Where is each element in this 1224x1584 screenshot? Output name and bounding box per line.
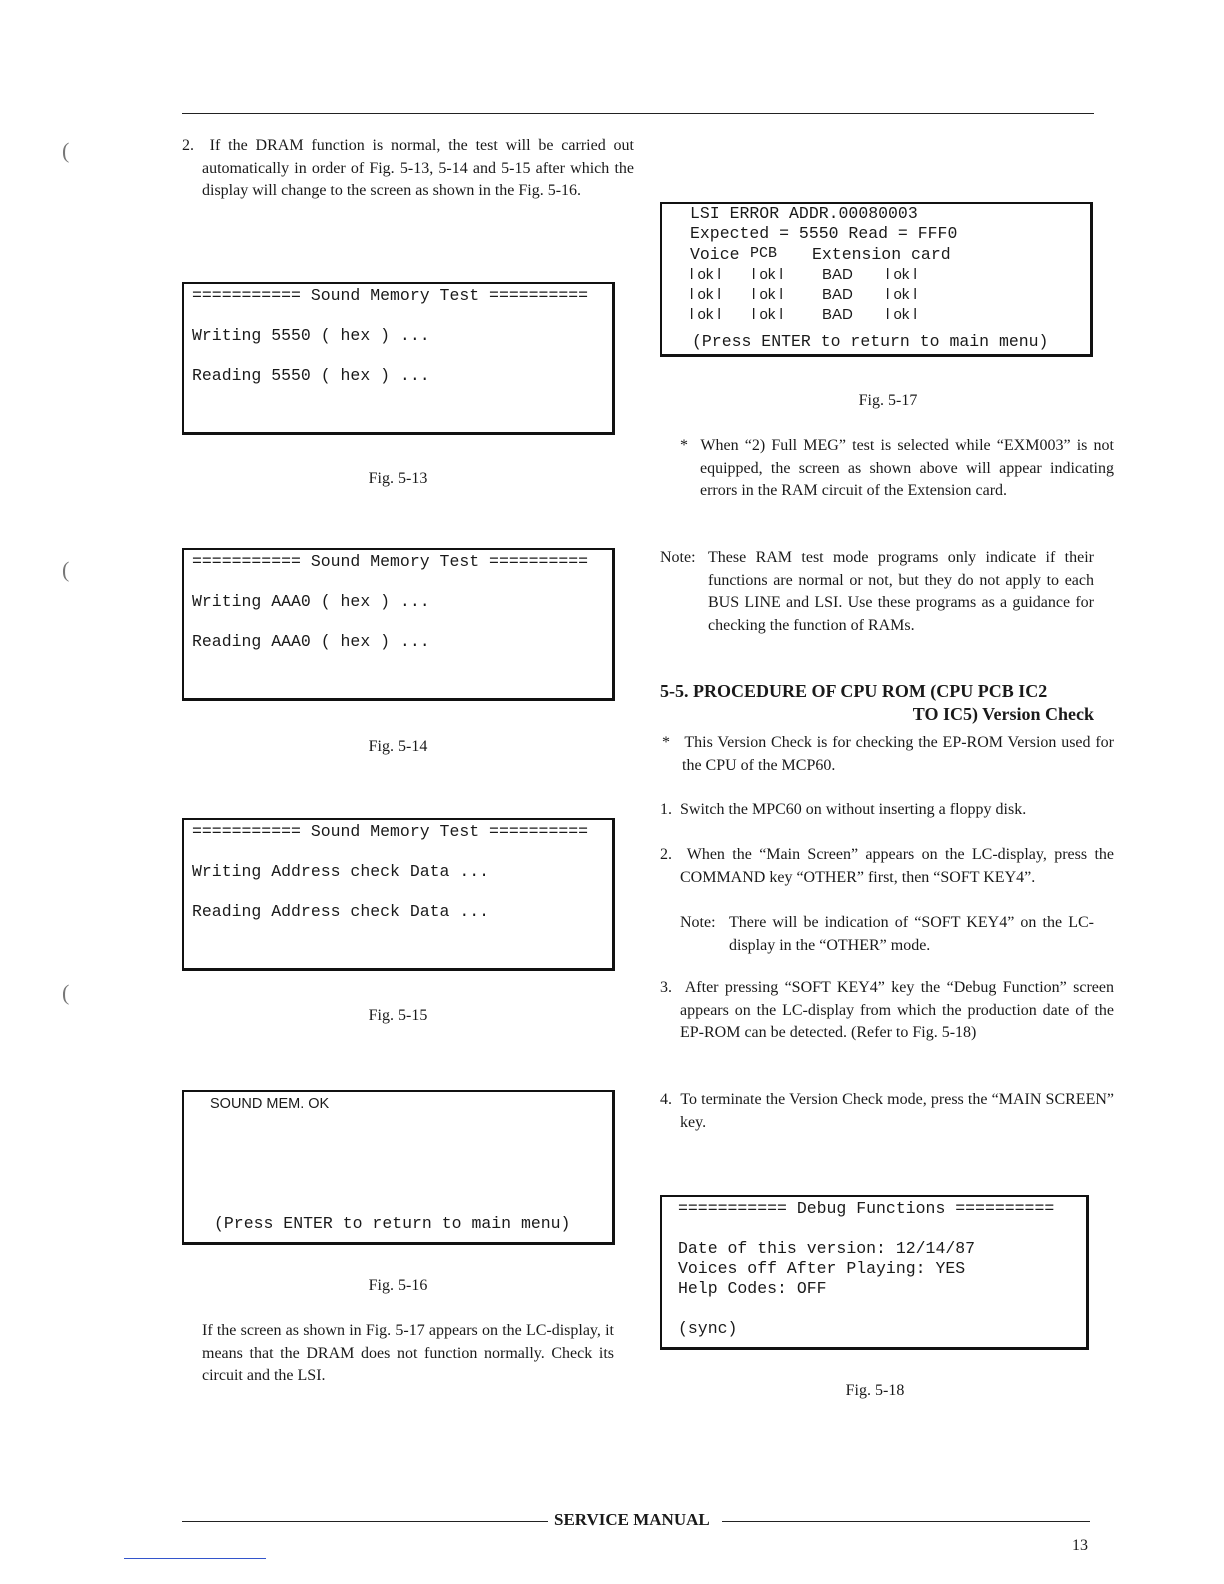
lcd-screen-fig-5-14 — [182, 548, 615, 701]
lcd-writing-line: Writing Address check Data ... — [192, 862, 490, 881]
lcd-reading-line: Reading 5550 ( hex ) ... — [192, 366, 430, 385]
lcd-title-line: =========== Sound Memory Test ========== — [192, 286, 589, 305]
step-text: After pressing “SOFT KEY4” key the “Debug Function” screen appears on the LC-display from which the production date of the EP-ROM can be detected. (Refer to Fig. 5-18) — [680, 979, 1115, 1041]
footer-label: SERVICE MANUAL — [554, 1510, 710, 1529]
step-number: 2. — [660, 846, 672, 863]
footer-rule-left — [182, 1521, 548, 1522]
status-cell: l ok l — [752, 266, 783, 283]
section-heading-line2: TO IC5) Version Check — [912, 704, 1094, 724]
step-2-note-label: Note: — [680, 914, 716, 931]
step-number: 4. — [660, 1091, 672, 1108]
page-number: 13 — [1072, 1537, 1088, 1554]
lcd-title-line: =========== Sound Memory Test ========== — [192, 552, 589, 571]
bullet-marker: * — [662, 734, 670, 751]
step-text: If the DRAM function is normal, the test will be carried out automatically in order of Fig. 5-13, 5-14 and 5-15 after which the display will change to the screen as shown in the Fig. 5-16. — [202, 137, 634, 199]
margin-punch-mark: ( — [62, 980, 70, 1005]
procedure-step-2 — [660, 844, 1114, 889]
header-voice: Voice — [690, 245, 740, 264]
procedure-step-3 — [660, 977, 1114, 1045]
ram-note-text: These RAM test mode programs only indicate if their functions are normal or not, but they do not apply to each BUS LINE and LSI. Use these programs as a guidance for checking the function of RAMs. — [708, 549, 1094, 634]
status-cell: l ok l — [752, 306, 783, 323]
figure-caption: Fig. 5-14 — [368, 738, 428, 755]
lcd-reading-line: Reading AAA0 ( hex ) ... — [192, 632, 430, 651]
lcd-title-line: =========== Sound Memory Test ========== — [192, 822, 589, 841]
status-cell: l ok l — [690, 306, 721, 323]
version-check-bullet — [662, 732, 1114, 777]
status-cell: l ok l — [886, 306, 917, 323]
lcd-screen-fig-5-17 — [660, 202, 1093, 357]
figure-caption: Fig. 5-16 — [368, 1277, 428, 1294]
figure-caption: Fig. 5-13 — [368, 470, 428, 487]
lcd-writing-line: Writing AAA0 ( hex ) ... — [192, 592, 430, 611]
lcd-footer-line: (Press ENTER to return to main menu) — [214, 1214, 571, 1233]
closing-paragraph: If the screen as shown in Fig. 5-17 appears on the LC-display, it means that the DRAM does not function normally. Check its circuit and the LSI. — [202, 1322, 614, 1384]
figure-caption: Fig. 5-18 — [845, 1382, 905, 1399]
procedure-step-1 — [660, 799, 1114, 822]
lcd-screen-fig-5-13 — [182, 282, 615, 435]
step-text: When the “Main Screen” appears on the LC-display, press the COMMAND key “OTHER” first, then “SOFT KEY4”. — [680, 846, 1114, 886]
figure-caption: Fig. 5-17 — [858, 392, 918, 409]
status-cell: l ok l — [690, 286, 721, 303]
top-rule — [182, 113, 1094, 114]
status-cell: BAD — [822, 266, 853, 283]
ram-note-label: Note: — [660, 549, 696, 566]
bottom-link-rule — [124, 1558, 266, 1559]
lcd-title-line: =========== Debug Functions ========== — [678, 1199, 1055, 1218]
lcd-screen-fig-5-18 — [660, 1195, 1089, 1350]
lcd-sync-line: (sync) — [678, 1319, 738, 1338]
note-text: There will be indication of “SOFT KEY4” on the LC-display in the “OTHER” mode. — [729, 914, 1094, 954]
step-2-note-text — [729, 912, 1094, 957]
bullet-marker: * — [680, 437, 688, 454]
lcd-date-line: Date of this version: 12/14/87 — [678, 1239, 976, 1258]
margin-punch-mark: ( — [62, 557, 70, 582]
step-2-paragraph — [182, 135, 634, 203]
lcd-writing-line: Writing 5550 ( hex ) ... — [192, 326, 430, 345]
extension-card-bullet — [680, 435, 1114, 503]
procedure-step-4 — [660, 1089, 1114, 1134]
status-cell: l ok l — [690, 266, 721, 283]
lcd-voices-line: Voices off After Playing: YES — [678, 1259, 966, 1278]
bullet-text: This Version Check is for checking the EP-ROM Version used for the CPU of the MCP60. — [682, 734, 1114, 774]
lcd-help-line: Help Codes: OFF — [678, 1279, 827, 1298]
status-cell: BAD — [822, 286, 853, 303]
step-number: 1. — [660, 801, 672, 818]
status-cell: l ok l — [886, 266, 917, 283]
status-cell: l ok l — [752, 286, 783, 303]
footer-rule-right — [722, 1521, 1090, 1522]
header-pcb: PCB — [750, 245, 778, 262]
status-cell: l ok l — [886, 286, 917, 303]
lcd-footer-line: (Press ENTER to return to main menu) — [692, 332, 1049, 351]
header-extension: Extension card — [812, 245, 951, 264]
margin-punch-mark: ( — [62, 138, 70, 163]
lcd-expected-line: Expected = 5550 Read = FFF0 — [690, 224, 958, 243]
lcd-screen-fig-5-16 — [182, 1090, 615, 1245]
lcd-error-line: LSI ERROR ADDR.00080003 — [690, 204, 918, 223]
lcd-reading-line: Reading Address check Data ... — [192, 902, 490, 921]
bullet-text: When “2) Full MEG” test is selected while “EXM003” is not equipped, the screen as shown above will appear indicating errors in the RAM circuit of the Extension card. — [700, 437, 1115, 499]
section-heading-line1: 5-5. PROCEDURE OF CPU ROM (CPU PCB IC2 — [660, 681, 1048, 701]
step-number: 2. — [182, 137, 194, 154]
step-text: To terminate the Version Check mode, press the “MAIN SCREEN” key. — [680, 1091, 1114, 1131]
status-cell: BAD — [822, 306, 853, 323]
step-number: 3. — [660, 979, 672, 996]
figure-caption: Fig. 5-15 — [368, 1007, 428, 1024]
lcd-status-line: SOUND MEM. OK — [210, 1096, 330, 1112]
step-text: Switch the MPC60 on without inserting a floppy disk. — [680, 801, 1027, 818]
lcd-screen-fig-5-15 — [182, 818, 615, 971]
